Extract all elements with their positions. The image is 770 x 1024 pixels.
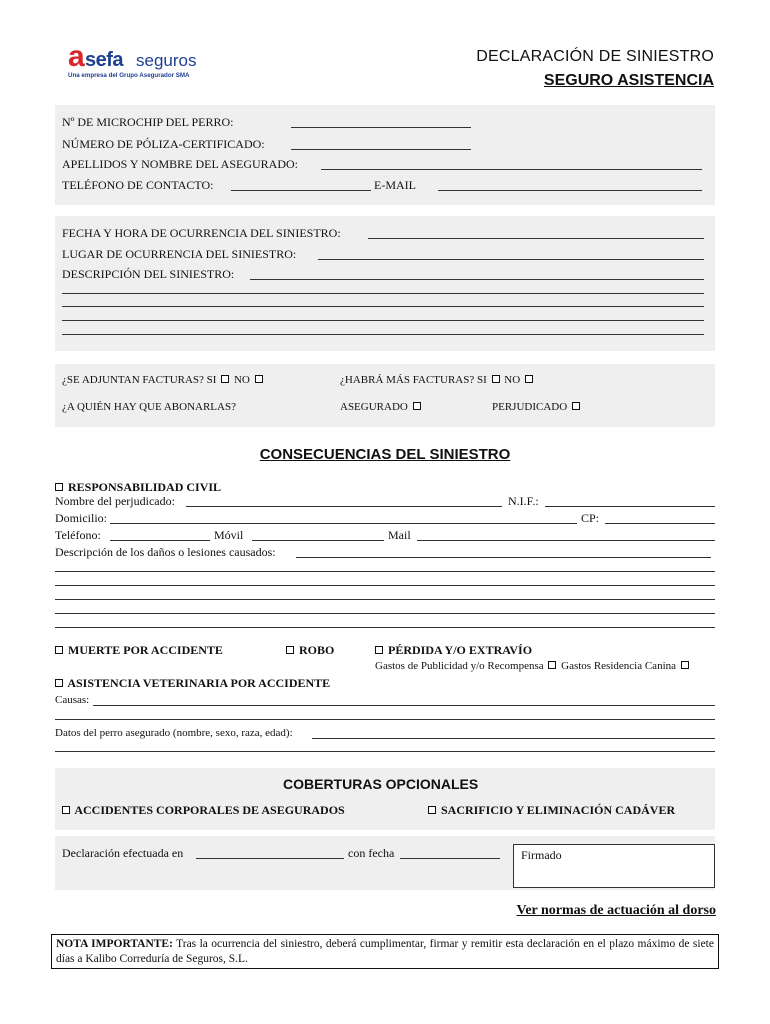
facturas-question: ¿SE ADJUNTAN FACTURAS? SI — [62, 374, 217, 386]
gastos-pub-checkbox[interactable] — [548, 661, 556, 669]
nombre-perj-label: Nombre del perjudicado: — [55, 494, 175, 508]
company-logo — [68, 40, 228, 84]
nota-label: NOTA IMPORTANTE: — [56, 938, 173, 950]
sacrificio-row — [428, 803, 675, 817]
danos-line-5[interactable] — [55, 613, 715, 614]
descripcion-line-5[interactable] — [62, 334, 704, 335]
mas-facturas-question: ¿HABRÁ MÁS FACTURAS? SI — [340, 374, 487, 386]
abonar-asegurado-label: ASEGURADO — [340, 401, 408, 413]
muerte-checkbox[interactable] — [55, 646, 63, 654]
gastos-pub-label: Gastos de Publicidad y/o Recompensa — [375, 660, 544, 672]
accidentes-checkbox[interactable] — [62, 806, 70, 814]
facturas-row — [62, 374, 265, 387]
gastos-res-checkbox[interactable] — [681, 661, 689, 669]
gastos-res-label: Gastos Residencia Canina — [561, 660, 677, 672]
descripcion-line-2[interactable] — [62, 293, 704, 294]
telefono-label: TELÉFONO DE CONTACTO: — [62, 178, 214, 192]
logo-brand: sefa — [85, 49, 124, 71]
lugar-label: LUGAR DE OCURRENCIA DEL SINIESTRO: — [62, 247, 297, 261]
descripcion-label: DESCRIPCIÓN DEL SINIESTRO: — [62, 267, 235, 281]
nif-label: N.I.F.: — [508, 494, 539, 508]
gastos-row — [375, 660, 691, 673]
poliza-field[interactable] — [291, 149, 471, 150]
abonar-question: ¿A QUIÉN HAY QUE ABONARLAS? — [62, 401, 236, 413]
descripcion-line-3[interactable] — [62, 306, 704, 307]
domicilio-field[interactable] — [110, 523, 577, 524]
perdida-checkbox[interactable] — [375, 646, 383, 654]
facturas-si-checkbox[interactable] — [221, 375, 229, 383]
movil-label: Móvil — [214, 528, 244, 542]
abonar-asegurado-checkbox[interactable] — [413, 402, 421, 410]
poliza-row — [62, 137, 265, 151]
microchip-field[interactable] — [291, 127, 471, 128]
document-title: DECLARACIÓN DE SINIESTRO — [476, 48, 714, 65]
con-fecha-label: con fecha — [348, 846, 395, 860]
danos-line-3[interactable] — [55, 585, 715, 586]
asistencia-vet-label: ASISTENCIA VETERINARIA POR ACCIDENTE — [67, 676, 331, 690]
datos-perro-field[interactable] — [312, 738, 715, 739]
fecha-field[interactable] — [368, 238, 704, 239]
telefono-perj-label: Teléfono: — [55, 528, 101, 542]
logo-product: seguros — [136, 51, 197, 70]
mail-label: Mail — [388, 528, 411, 542]
datos-perro-label: Datos del perro asegurado (nombre, sexo, raza, edad): — [55, 727, 293, 739]
mas-facturas-no-checkbox[interactable] — [525, 375, 533, 383]
perdida-row — [375, 643, 532, 657]
descripcion-field[interactable] — [250, 279, 704, 280]
declaracion-label: Declaración efectuada en — [62, 846, 184, 860]
nota-text: Tras la ocurrencia del siniestro, deberá cumplimentar, firmar y remitir esta declaración en el plazo máximo de siete días a Kalibo Correduría de Seguros, S.L. — [56, 938, 714, 965]
con-fecha-field[interactable] — [400, 858, 500, 859]
logo-letter-a: a — [68, 40, 85, 73]
nombre-perj-field[interactable] — [186, 506, 502, 507]
coberturas-heading: COBERTURAS OPCIONALES — [283, 776, 479, 792]
telefono-perj-field[interactable] — [110, 540, 210, 541]
robo-checkbox[interactable] — [286, 646, 294, 654]
asegurado-label: APELLIDOS Y NOMBRE DEL ASEGURADO: — [62, 157, 299, 171]
descripcion-danos-field[interactable] — [296, 557, 711, 558]
accidentes-row — [62, 803, 345, 817]
danos-line-2[interactable] — [55, 571, 715, 572]
asistencia-vet-row — [55, 676, 330, 690]
datos-perro-line-2[interactable] — [55, 751, 715, 752]
muerte-label: MUERTE POR ACCIDENTE — [68, 643, 223, 657]
asegurado-row — [62, 157, 298, 171]
danos-line-6[interactable] — [55, 627, 715, 628]
email-label: E-MAIL — [374, 178, 416, 192]
fecha-label: FECHA Y HORA DE OCURRENCIA DEL SINIESTRO: — [62, 226, 341, 240]
telefono-field[interactable] — [231, 190, 371, 191]
mas-facturas-row — [340, 374, 535, 387]
ver-normas-link: Ver normas de actuación al dorso — [516, 903, 716, 918]
declaracion-lugar-field[interactable] — [196, 858, 344, 859]
domicilio-label: Domicilio: — [55, 511, 107, 525]
nota-importante-box — [51, 934, 719, 969]
microchip-row — [62, 115, 234, 129]
movil-field[interactable] — [252, 540, 384, 541]
nif-field[interactable] — [545, 506, 715, 507]
robo-row — [286, 643, 334, 657]
cp-field[interactable] — [605, 523, 715, 524]
telefono-row — [62, 178, 213, 192]
document-subtitle: SEGURO ASISTENCIA — [543, 72, 714, 89]
sacrificio-label: SACRIFICIO Y ELIMINACIÓN CADÁVER — [441, 803, 676, 817]
abonar-perjudicado-label: PERJUDICADO — [492, 401, 568, 413]
muerte-row — [55, 643, 223, 657]
robo-label: ROBO — [299, 643, 335, 657]
resp-civil-label: RESPONSABILIDAD CIVIL — [68, 480, 222, 494]
resp-civil-row — [55, 480, 221, 494]
cp-label: CP: — [581, 511, 600, 525]
descripcion-line-4[interactable] — [62, 320, 704, 321]
firmado-label: Firmado — [521, 848, 562, 862]
sacrificio-checkbox[interactable] — [428, 806, 436, 814]
logo-tagline: Una empresa del Grupo Asegurador SMA — [68, 72, 190, 79]
mail-field[interactable] — [417, 540, 715, 541]
mas-facturas-si-checkbox[interactable] — [492, 375, 500, 383]
descripcion-danos-label: Descripción de los daños o lesiones causados: — [55, 545, 276, 559]
causas-line-2[interactable] — [55, 719, 715, 720]
asistencia-vet-checkbox[interactable] — [55, 679, 63, 687]
mas-facturas-no-label: NO — [504, 374, 521, 386]
danos-line-4[interactable] — [55, 599, 715, 600]
abonar-perjudicado-row — [492, 401, 582, 414]
email-field[interactable] — [438, 190, 702, 191]
causas-field[interactable] — [93, 705, 715, 706]
abonar-perjudicado-checkbox[interactable] — [572, 402, 580, 410]
consecuencias-heading: CONSECUENCIAS DEL SINIESTRO — [259, 446, 511, 463]
lugar-field[interactable] — [318, 259, 704, 260]
facturas-no-label: NO — [233, 374, 250, 386]
facturas-no-checkbox[interactable] — [255, 375, 263, 383]
resp-civil-checkbox[interactable] — [55, 483, 63, 491]
accidentes-label: ACCIDENTES CORPORALES DE ASEGURADOS — [74, 803, 345, 817]
poliza-label: NÚMERO DE PÓLIZA-CERTIFICADO: — [62, 137, 265, 151]
perdida-label: PÉRDIDA Y/O EXTRAVÍO — [388, 643, 533, 657]
abonar-asegurado-row — [340, 401, 423, 414]
asegurado-field[interactable] — [321, 169, 702, 170]
causas-label: Causas: — [55, 694, 90, 706]
firma-box[interactable] — [513, 844, 715, 888]
microchip-label: Nº DE MICROCHIP DEL PERRO: — [62, 115, 234, 129]
